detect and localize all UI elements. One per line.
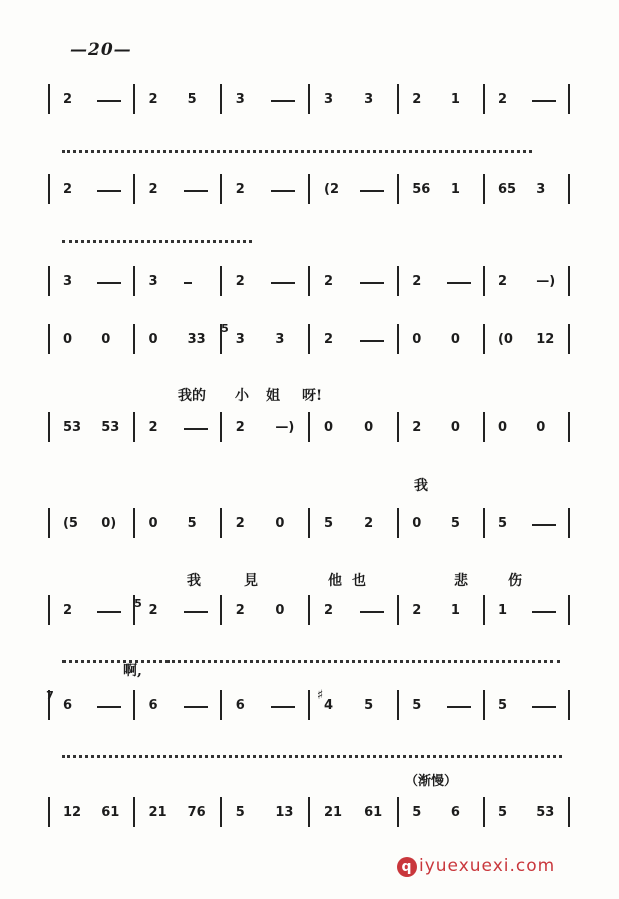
note: 6	[62, 698, 72, 713]
note: 5	[187, 92, 197, 107]
barline	[133, 690, 135, 720]
note-dash	[184, 282, 192, 284]
note: 0	[275, 603, 285, 618]
note: 5	[412, 698, 422, 713]
page-number: —20—	[70, 40, 132, 60]
dotted-continuation-line	[62, 240, 252, 243]
note-dash	[532, 100, 556, 102]
barline	[220, 595, 222, 625]
note-dash	[360, 282, 384, 284]
note: 5	[497, 516, 507, 531]
note: 4	[324, 698, 334, 713]
sharp-icon: ♯	[316, 688, 324, 703]
barline	[308, 508, 310, 538]
barline	[133, 797, 135, 827]
barline	[483, 690, 485, 720]
barline	[397, 324, 399, 354]
note-dash	[360, 611, 384, 613]
note: —)	[275, 420, 295, 435]
note: 2	[235, 603, 245, 618]
note: 2	[324, 603, 334, 618]
note: 2	[497, 274, 507, 289]
note-dash	[447, 282, 471, 284]
barline	[220, 690, 222, 720]
note: 0	[148, 516, 158, 531]
barline	[308, 174, 310, 204]
note: 2	[364, 516, 374, 531]
barline	[483, 84, 485, 114]
note: 2	[235, 420, 245, 435]
note: 0	[62, 332, 72, 347]
barline	[397, 266, 399, 296]
note: 1	[450, 92, 460, 107]
note: 2	[235, 182, 245, 197]
barline	[568, 690, 570, 720]
note: 3	[235, 332, 245, 347]
dotted-continuation-line	[165, 660, 560, 663]
dotted-continuation-line	[62, 660, 170, 663]
barline	[48, 797, 50, 827]
note: 0	[536, 420, 546, 435]
note: 5	[450, 516, 460, 531]
note: 2	[148, 420, 158, 435]
lyric: 我的	[178, 388, 206, 404]
barline	[397, 508, 399, 538]
note-dash	[532, 524, 556, 526]
note: 2	[324, 274, 334, 289]
note: 53	[101, 420, 120, 435]
watermark-logo-icon: q	[397, 857, 417, 877]
note-dash	[271, 100, 295, 102]
barline	[220, 174, 222, 204]
note: 0	[450, 420, 460, 435]
note: 2	[148, 92, 158, 107]
note: (5	[62, 516, 78, 531]
barline	[568, 412, 570, 442]
watermark-text: iyuexuexi.com	[419, 856, 556, 876]
barline	[133, 412, 135, 442]
note: 3	[364, 92, 374, 107]
note: 2	[62, 92, 72, 107]
barline	[48, 412, 50, 442]
note: 0	[450, 332, 460, 347]
barline	[308, 324, 310, 354]
barline	[568, 797, 570, 827]
grace-note: 5	[221, 322, 229, 335]
barline	[483, 595, 485, 625]
note: 0	[324, 420, 334, 435]
barline	[48, 266, 50, 296]
note: (0	[497, 332, 513, 347]
barline	[483, 266, 485, 296]
note: 2	[62, 182, 72, 197]
lyric: 小	[235, 388, 249, 404]
barline	[133, 84, 135, 114]
lyric: 他	[328, 573, 342, 589]
barline	[483, 412, 485, 442]
barline	[568, 508, 570, 538]
note: 0)	[101, 516, 117, 531]
lyric: 悲	[454, 573, 468, 589]
note: 0	[101, 332, 111, 347]
note-dash	[360, 340, 384, 342]
note: 2	[62, 603, 72, 618]
note: 1	[450, 182, 460, 197]
note: 1	[450, 603, 460, 618]
barline	[568, 84, 570, 114]
note-dash	[271, 190, 295, 192]
note: 2	[324, 332, 334, 347]
barline	[397, 690, 399, 720]
barline	[397, 174, 399, 204]
note: 21	[148, 805, 167, 820]
note: 2	[148, 603, 158, 618]
note: 12	[62, 805, 82, 820]
barline	[48, 324, 50, 354]
barline	[308, 690, 310, 720]
note: —)	[536, 274, 556, 289]
barline	[220, 412, 222, 442]
note-dash	[447, 706, 471, 708]
barline	[568, 595, 570, 625]
barline	[483, 324, 485, 354]
note-dash	[271, 282, 295, 284]
note: 0	[497, 420, 507, 435]
barline	[483, 797, 485, 827]
note: 5	[364, 698, 374, 713]
note: 5	[497, 805, 507, 820]
note: 56	[412, 182, 431, 197]
barline	[308, 266, 310, 296]
barline	[220, 266, 222, 296]
note: 13	[275, 805, 294, 820]
note: 5	[412, 805, 422, 820]
dotted-continuation-line	[62, 150, 532, 153]
note: 0	[364, 420, 374, 435]
barline	[483, 174, 485, 204]
note: 0	[148, 332, 158, 347]
lyric: 伤	[508, 573, 522, 589]
note: 2	[412, 603, 422, 618]
grace-note: 7	[46, 689, 54, 702]
note: 2	[412, 420, 422, 435]
note-dash	[97, 282, 121, 284]
note-dash	[360, 190, 384, 192]
barline	[48, 174, 50, 204]
lyric: 啊,	[123, 663, 142, 679]
note-dash	[184, 706, 208, 708]
barline	[133, 508, 135, 538]
note: 3	[324, 92, 334, 107]
barline	[308, 797, 310, 827]
watermark	[397, 856, 555, 877]
note: 1	[497, 603, 507, 618]
barline	[483, 508, 485, 538]
note: 2	[497, 92, 507, 107]
note: 6	[148, 698, 158, 713]
note: 53	[62, 420, 82, 435]
note: 2	[235, 516, 245, 531]
barline	[397, 412, 399, 442]
barline	[568, 174, 570, 204]
note: 5	[235, 805, 245, 820]
note: 0	[412, 332, 422, 347]
lyric: 姐	[266, 388, 280, 404]
barline	[397, 84, 399, 114]
barline	[220, 508, 222, 538]
note: 61	[364, 805, 383, 820]
barline	[568, 324, 570, 354]
note-dash	[97, 190, 121, 192]
barline	[48, 84, 50, 114]
barline	[308, 84, 310, 114]
barline	[133, 324, 135, 354]
lyric: 我	[414, 478, 428, 494]
note: 6	[235, 698, 245, 713]
note: 0	[275, 516, 285, 531]
note: 33	[187, 332, 206, 347]
note-dash	[184, 190, 208, 192]
note: 0	[412, 516, 422, 531]
note: 5	[187, 516, 197, 531]
note: 5	[324, 516, 334, 531]
note: 65	[497, 182, 517, 197]
note: 5	[497, 698, 507, 713]
lyric: 我	[187, 573, 201, 589]
note: (2	[324, 182, 340, 197]
note: 3	[235, 92, 245, 107]
note: 53	[536, 805, 555, 820]
lyric: 見	[244, 573, 258, 589]
barline	[568, 266, 570, 296]
barline	[133, 174, 135, 204]
note: 2	[235, 274, 245, 289]
note: 3	[275, 332, 285, 347]
note: 2	[412, 92, 422, 107]
barline	[397, 595, 399, 625]
note-dash	[97, 100, 121, 102]
note-dash	[532, 611, 556, 613]
note-dash	[532, 706, 556, 708]
note: 3	[62, 274, 72, 289]
note-dash	[271, 706, 295, 708]
barline	[397, 797, 399, 827]
note-dash	[184, 611, 208, 613]
grace-note: 5	[134, 597, 142, 610]
note: 61	[101, 805, 120, 820]
note-dash	[97, 706, 121, 708]
barline	[48, 508, 50, 538]
lyric: 也	[352, 573, 366, 589]
barline	[220, 797, 222, 827]
barline	[308, 595, 310, 625]
note-dash	[97, 611, 121, 613]
note: 76	[187, 805, 206, 820]
barline	[48, 595, 50, 625]
barline	[308, 412, 310, 442]
note: 3	[536, 182, 546, 197]
note: 12	[536, 332, 555, 347]
note: 2	[412, 274, 422, 289]
tempo-mark: （渐慢）	[405, 774, 458, 789]
note: 2	[148, 182, 158, 197]
lyric: 呀!	[302, 388, 323, 404]
note-dash	[184, 428, 208, 430]
dotted-continuation-line	[62, 755, 562, 758]
barline	[220, 84, 222, 114]
barline	[133, 266, 135, 296]
note: 21	[324, 805, 343, 820]
note: 3	[148, 274, 158, 289]
note: 6	[450, 805, 460, 820]
